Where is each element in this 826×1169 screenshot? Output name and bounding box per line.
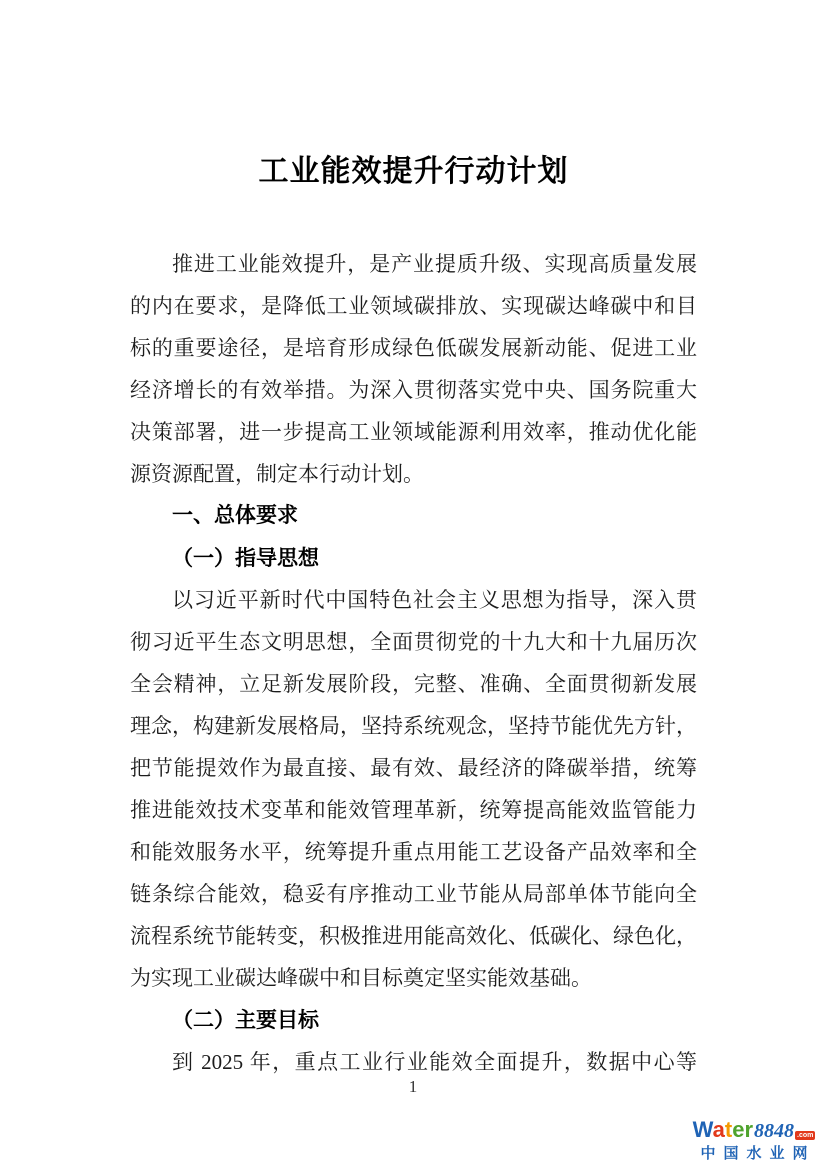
watermark-brand-letter: t [724, 1117, 733, 1142]
body-line: 为实现工业碳达峰碳中和目标奠定坚实能效基础。 [130, 966, 592, 990]
body-line: 的内在要求，是降低工业领域碳排放、实现碳达峰碳中和目 [130, 294, 697, 318]
section-heading: （二）主要目标 [172, 1008, 319, 1032]
watermark-brand-letter: e [732, 1117, 745, 1142]
paragraph [130, 243, 697, 495]
watermark-tld-badge: .com [797, 1132, 814, 1139]
body-line: 推进工业能效提升，是产业提质升级、实现高质量发展 [172, 252, 697, 276]
watermark-logo [688, 1119, 820, 1162]
watermark-brand-row [688, 1119, 820, 1141]
body-line: 把节能提效作为最直接、最有效、最经济的降碳举措，统筹 [130, 756, 697, 780]
body-line: 源资源配置，制定本行动计划。 [130, 462, 424, 486]
body-line: 标的重要途径，是培育形成绿色低碳发展新动能、促进工业 [130, 336, 697, 360]
body-line: 和能效服务水平，统筹提升重点用能工艺设备产品效率和全 [130, 840, 697, 864]
watermark-brand-word [693, 1119, 753, 1141]
document-body [130, 150, 697, 1083]
section-heading: （一）指导思想 [172, 546, 319, 570]
watermark-brand-letter: W [692, 1117, 713, 1142]
body-line: 全会精神，立足新发展阶段，完整、准确、全面贯彻新发展 [130, 672, 697, 696]
watermark-digits: 8848 [754, 1120, 794, 1142]
body-line: 流程系统节能转变，积极推进用能高效化、低碳化、绿色化， [130, 924, 697, 948]
body-line: 决策部署，进一步提高工业领域能源利用效率，推动优化能 [130, 420, 697, 444]
watermark-subtitle: 中国水业网 [700, 1145, 816, 1162]
body-line: 经济增长的有效举措。为深入贯彻落实党中央、国务院重大 [130, 378, 697, 402]
document-title: 工业能效提升行动计划 [258, 155, 569, 188]
chapter-heading: 一、总体要求 [172, 504, 298, 527]
body-line: 链条综合能效，稳妥有序推动工业节能从局部单体节能向全 [130, 882, 697, 906]
body-line: 理念，构建新发展格局，坚持系统观念，坚持节能优先方针， [130, 714, 697, 738]
page-number: 1 [408, 1077, 418, 1096]
watermark-brand-letter: r [744, 1117, 753, 1142]
body-line: 以习近平新时代中国特色社会主义思想为指导，深入贯 [172, 588, 697, 612]
paragraph [130, 579, 697, 999]
body-line: 到 2025 年，重点工业行业能效全面提升，数据中心等 [172, 1050, 697, 1074]
body-line: 彻习近平生态文明思想，全面贯彻党的十九大和十九届历次 [130, 630, 697, 654]
body-line: 推进能效技术变革和能效管理革新，统筹提高能效监管能力 [130, 798, 697, 822]
content-area [130, 243, 697, 1083]
watermark-brand-letter: a [712, 1117, 725, 1142]
